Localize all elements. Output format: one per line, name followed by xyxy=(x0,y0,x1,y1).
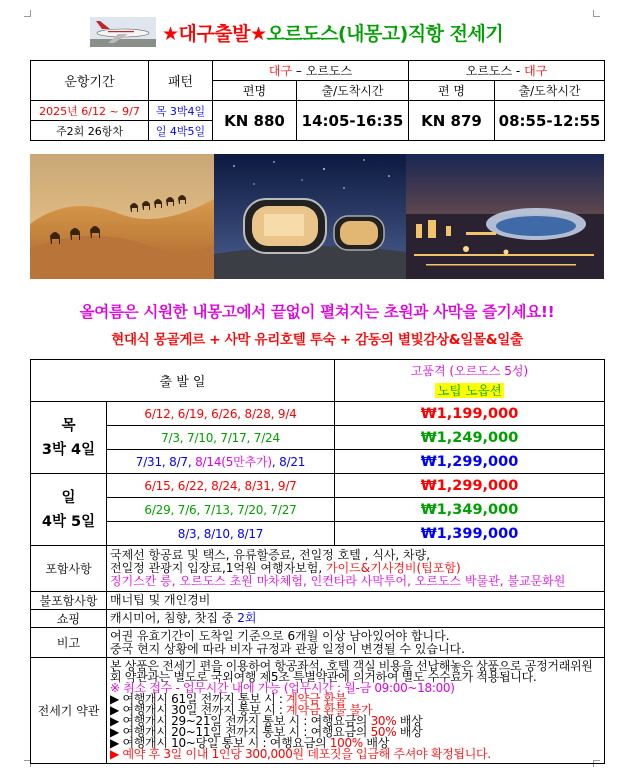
flight-header: 편 명 xyxy=(409,81,495,101)
departure-dates: 8/3, 8/10, 8/17 xyxy=(107,522,335,546)
title-part2: 오르도스(내몽고)직항 전세기 xyxy=(266,22,504,45)
flight-header: 편명 xyxy=(213,81,297,101)
grade-badge: 노팁 노옵션 xyxy=(437,383,502,398)
return-from: 오르도스 - xyxy=(465,64,525,78)
surcharge-date: 8/14(5만추가) xyxy=(195,455,272,469)
outbound-route xyxy=(213,61,409,81)
included-line: 국제선 항공료 및 택스, 유류할증료, 전일정 호텔 , 식사, 차량, xyxy=(110,548,431,562)
excluded-value: 매너팁 및 개인경비 xyxy=(107,592,605,610)
shopping-value: 캐시미어, 침향, 찻집 중 2회 xyxy=(107,610,605,628)
desert-camel-caravan-image xyxy=(30,154,214,279)
outbound-from: 대구 xyxy=(268,64,293,78)
city-night-lights-image xyxy=(406,154,604,279)
glass-dome-hotel-image xyxy=(214,154,406,279)
promo-line-1: 올여름은 시원한 내몽고에서 끝없이 펼쳐지는 초원과 사막을 즐기세요!! xyxy=(79,303,555,321)
departure-dates: 6/12, 6/19, 6/26, 8/28, 9/4 xyxy=(107,402,335,426)
frequency: 주2회 26항차 xyxy=(31,121,149,141)
pattern-header: 패턴 xyxy=(149,61,213,101)
title-part1: ★대구출발★ xyxy=(162,22,267,45)
price-value: ₩1,399,000 xyxy=(335,522,605,546)
departure-header: 출 발 일 xyxy=(31,360,335,402)
out-flight: KN 880 xyxy=(213,101,297,141)
included-line: 전일정 관광지 입장료,1억원 여행자보험, 가이드&기사경비(팁포함) xyxy=(110,561,461,575)
promo-line-2: 현대식 몽골게르 + 사막 유리호텔 투숙 + 감동의 별빛감상&일몰&일출 xyxy=(111,332,523,348)
terms-intro: 본 상품은 전세기 편을 이용하여 항공좌석, 호텔 객실 비용을 선납해놓은 상품으로 공정거래위원회 약관과는 별도로 국외여행 제5조 특별약관에 의거하여 별도 수수료가 적용됩니다. xyxy=(110,659,593,684)
price-value: ₩1,299,000 xyxy=(335,450,605,474)
note-line: 여권 유효기간이 도착일 기준으로 6개월 이상 남아있어야 합니다. xyxy=(110,628,450,643)
pricing-table xyxy=(30,359,605,764)
corner-mark xyxy=(24,10,31,17)
day-name: 목 xyxy=(61,417,76,434)
note-label: 비고 xyxy=(31,628,107,658)
ret-flight: KN 879 xyxy=(409,101,495,141)
excluded-label: 불포함사항 xyxy=(31,592,107,610)
out-time: 14:05-16:35 xyxy=(297,101,409,141)
nights-days: 4박 5일 xyxy=(41,513,96,530)
departure-dates: 7/31, 8/7, 8/14(5만추가), 8/21 xyxy=(107,450,335,474)
terms-rule: ▶ 여행개시 61일 전까지 통보 시 : 계약금 환불 xyxy=(110,692,347,706)
day-name: 일 xyxy=(61,489,76,506)
price-value: ₩1,249,000 xyxy=(335,426,605,450)
price-value: ₩1,349,000 xyxy=(335,498,605,522)
terms-cancel: ※ 취소 접수 - 업무시간 내에 가능 (업무시간 : 월-금 09:00~18:00) xyxy=(110,681,455,695)
included-line: 징기스칸 릉, 오르도스 초원 마차체험, 인컨타라 사막투어, 오르도스 박물관, 불교문화원 xyxy=(110,574,566,588)
ret-time: 08:55-12:55 xyxy=(495,101,605,141)
note-line: 중국 현지 상황에 따라 비자 규정과 관광 일정이 변경될 수 있습니다. xyxy=(110,641,465,656)
departure-dates: 7/3, 7/10, 7/17, 7/24 xyxy=(107,426,335,450)
terms-rule: ▶ 여행개시 29~21일 전까지 통보 시 : 여행요금의 30% 배상 xyxy=(110,714,423,728)
return-to: 대구 xyxy=(524,64,548,78)
terms-label: 전세기 약관 xyxy=(31,658,107,764)
airplane-icon xyxy=(90,17,156,47)
terms-rule: ▶ 여행개시 20~11일 전까지 통보 시 : 여행요금의 50% 배상 xyxy=(110,725,423,739)
group-sun-label xyxy=(31,474,107,546)
photo-strip xyxy=(30,154,604,279)
page-title xyxy=(90,14,560,50)
pattern-sun: 일 4박5일 xyxy=(149,121,213,141)
included-value xyxy=(107,546,605,592)
time-header: 출/도착시간 xyxy=(495,81,605,101)
pattern-thu: 목 3박4일 xyxy=(149,101,213,121)
departure-dates: 6/15, 6/22, 8/24, 8/31, 9/7 xyxy=(107,474,335,498)
terms-final: ▶ 예약 후 3일 이내 1인당 300,000원 데포짓을 입금해 주셔야 확정됩니다. xyxy=(110,747,491,761)
departure-dates: 6/29, 7/6, 7/13, 7/20, 7/27 xyxy=(107,498,335,522)
grade-header xyxy=(335,360,605,402)
outbound-to: – 오르도스 xyxy=(292,64,353,78)
group-thu-label xyxy=(31,402,107,474)
shopping-label: 쇼핑 xyxy=(31,610,107,628)
price-value: ₩1,199,000 xyxy=(335,402,605,426)
corner-mark xyxy=(593,10,600,17)
terms-rule: ▶ 여행개시 30일 전까지 통보 시 : 계약금 환불 불가 xyxy=(110,703,373,717)
return-route xyxy=(409,61,605,81)
terms-rule: ▶ 여행개시 10~당일 통보 시 : 여행요금의 100% 배상 xyxy=(110,736,390,750)
note-value xyxy=(107,628,605,658)
time-header: 출/도착시간 xyxy=(297,81,409,101)
period-header: 운항기간 xyxy=(31,61,149,101)
price-value: ₩1,299,000 xyxy=(335,474,605,498)
nights-days: 3박 4일 xyxy=(41,441,96,458)
grade-title: 고품격 (오르도스 5성) xyxy=(410,364,529,378)
period-value: 2025년 6/12 ~ 9/7 xyxy=(31,101,149,121)
terms-value xyxy=(107,658,605,764)
included-label: 포함사항 xyxy=(31,546,107,592)
schedule-table xyxy=(30,60,605,141)
